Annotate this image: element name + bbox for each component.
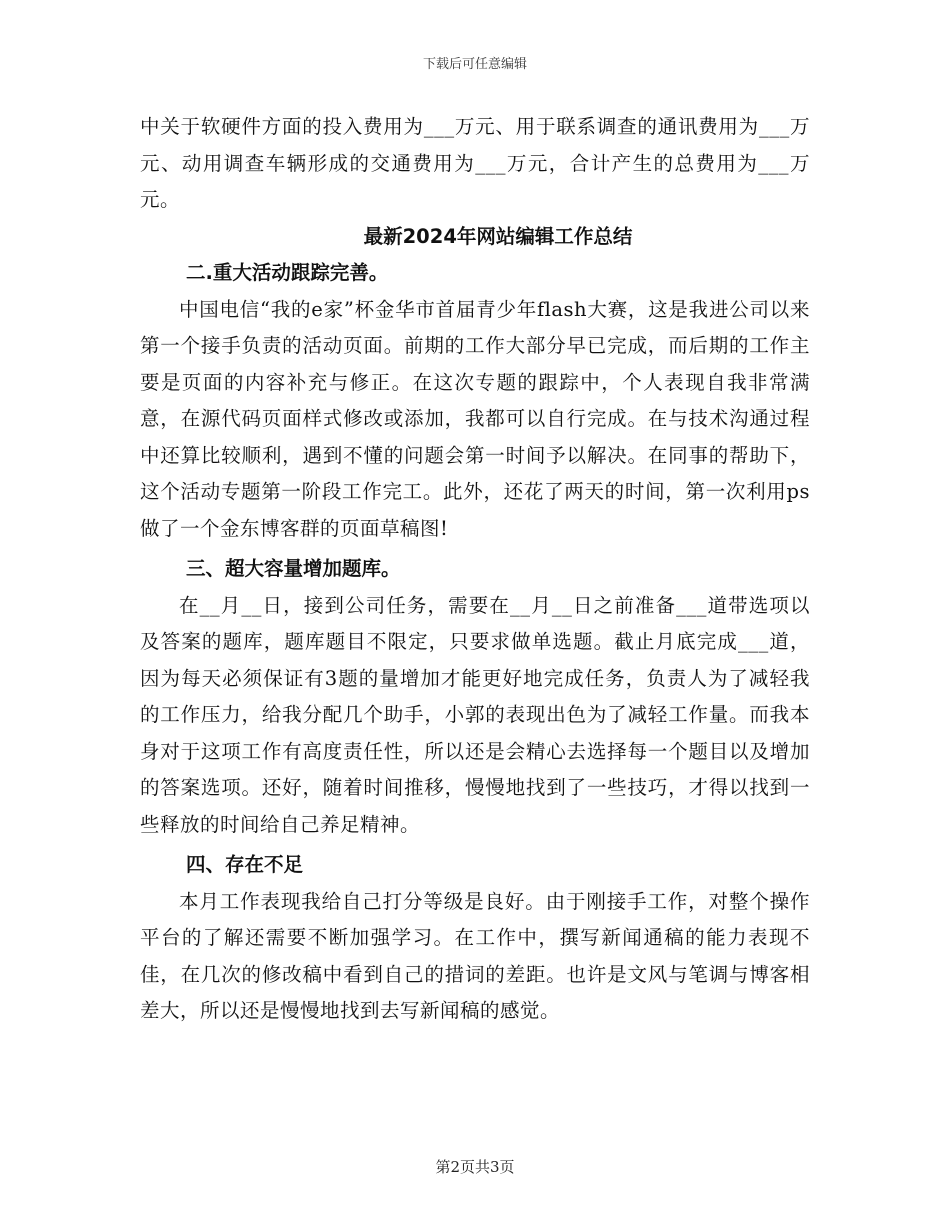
intro-paragraph: 中关于软硬件方面的投入费用为___万元、用于联系调查的通讯费用为___万元、动用调查车辆形成的交通费用为___万元，合计产生的总费用为___万元。 <box>140 115 810 211</box>
document-title: 最新2024年网站编辑工作总结 <box>363 224 633 248</box>
page-number: 第2页共3页 <box>435 1158 515 1176</box>
section-paragraph-4: 本月工作表现我给自己打分等级是良好。由于刚接手工作，对整个操作平台的了解还需要不断加强学习。在工作中，撰写新闻通稿的能力表现不佳，在几次的修改稿中看到自己的措词的差距。也许是文风与笔调与博客相差大，所以还是慢慢地找到去写新闻稿的感觉。 <box>140 889 810 1022</box>
section-paragraph-2: 中国电信“我的e家”杯金华市首届青少年flash大赛，这是我进公司以来第一个接手负责的活动页面。前期的工作大部分早已完成，而后期的工作主要是页面的内容补充与修正。在这次专题的跟踪中，个人表现自我非常满意，在源代码页面样式修改或添加，我都可以自行完成。在与技术沟通过程中还算比较顺利，遇到不懂的问题会第一时间予以解决。在同事的帮助下，这个活动专题第一阶段工作完工。此外，还花了两天的时间，第一次利用ps做了一个金东博客群的页面草稿图! <box>140 297 810 540</box>
section-paragraph-3: 在__月__日，接到公司任务，需要在__月__日之前准备___道带选项以及答案的题库，题库题目不限定，只要求做单选题。截止月底完成___道，因为每天必须保证有3题的量增加才能更好地完成任务，负责人为了减轻我的工作压力，给我分配几个助手，小郭的表现出色为了减轻工作量。而我本身对于这项工作有高度责任性，所以还是会精心去选择每一个题目以及增加的答案选项。还好，随着时间推移，慢慢地找到了一些技巧，才得以找到一些释放的时间给自己养足精神。 <box>140 593 810 836</box>
download-note: 下载后可任意编辑 <box>422 57 527 72</box>
section-heading-4: 四、存在不足 <box>186 853 304 876</box>
section-heading-2: 二.重大活动跟踪完善。 <box>186 261 389 284</box>
section-heading-3: 三、超大容量增加题库。 <box>186 557 401 580</box>
document-body <box>140 109 810 1030</box>
